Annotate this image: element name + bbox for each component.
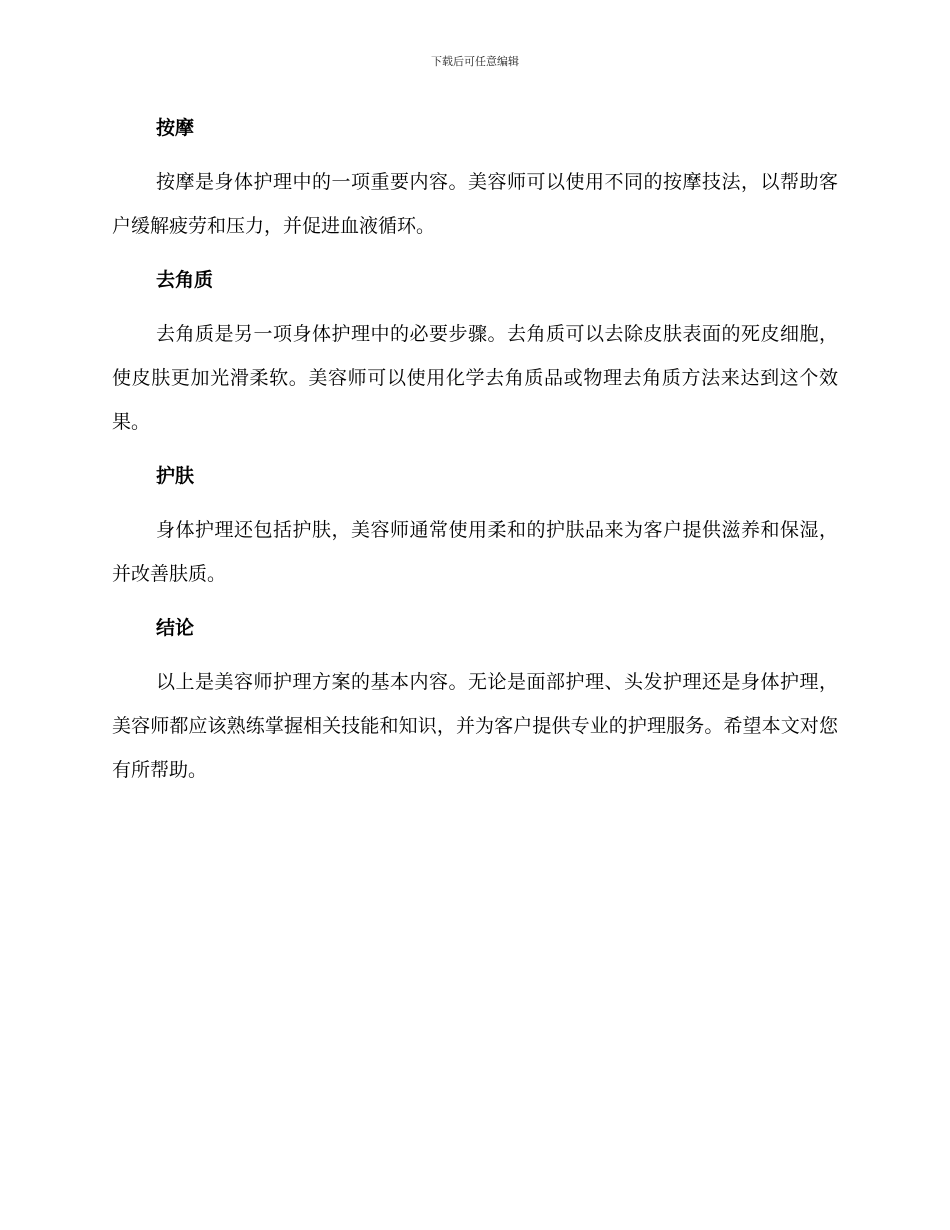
section-paragraph: 按摩是身体护理中的一项重要内容。美容师可以使用不同的按摩技法，以帮助客户缓解疲劳和压力，并促进血液循环。 xyxy=(112,171,838,237)
header-note: 下载后可任意编辑 xyxy=(431,55,519,68)
section-paragraph: 去角质是另一项身体护理中的必要步骤。去角质可以去除皮肤表面的死皮细胞，使皮肤更加光滑柔软。美容师可以使用化学去角质品或物理去角质方法来达到这个效果。 xyxy=(112,323,838,433)
section-conclusion xyxy=(112,610,838,792)
section-exfoliation xyxy=(112,262,838,458)
section-paragraph: 身体护理还包括护肤，美容师通常使用柔和的护肤品来为客户提供滋养和保湿，并改善肤质。 xyxy=(112,519,838,585)
section-paragraph: 以上是美容师护理方案的基本内容。无论是面部护理、头发护理还是身体护理，美容师都应该熟练掌握相关技能和知识，并为客户提供专业的护理服务。希望本文对您有所帮助。 xyxy=(112,671,838,781)
section-skincare xyxy=(112,458,838,610)
section-massage xyxy=(112,110,838,262)
document-body xyxy=(112,110,838,792)
section-title: 按摩 xyxy=(156,117,195,139)
section-title: 去角质 xyxy=(156,269,214,291)
section-title: 结论 xyxy=(156,617,195,639)
section-title: 护肤 xyxy=(156,465,195,487)
